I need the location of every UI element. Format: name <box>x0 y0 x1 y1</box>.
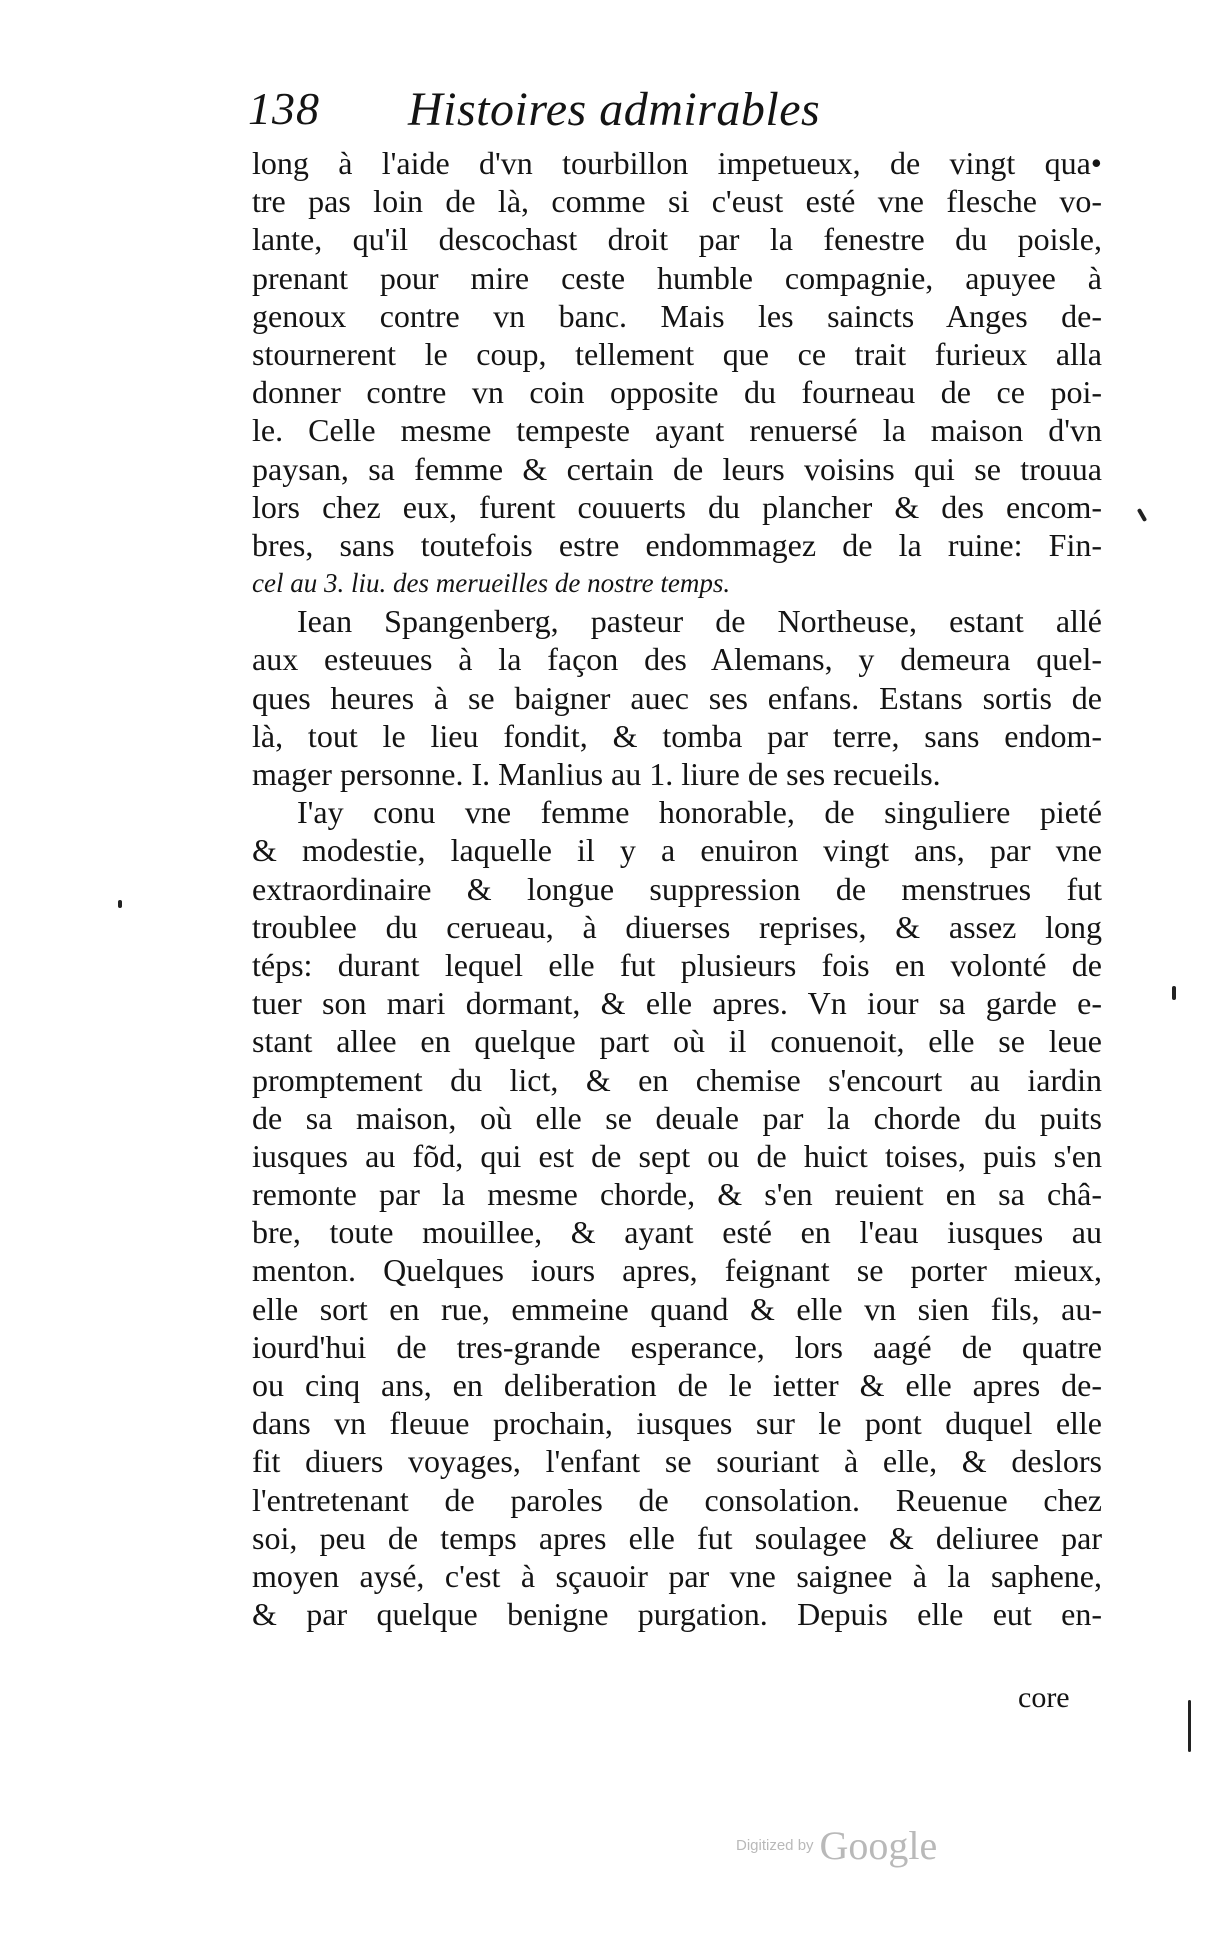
margin-speck <box>1188 1700 1191 1752</box>
google-logo-text: Google <box>819 1823 938 1868</box>
text-line: stant allee en quelque part où il conuenoit, elle se leue <box>252 1023 1102 1060</box>
text-line: ques heures à se baigner auec ses enfans. Estans sortis de <box>252 679 1102 716</box>
watermark-prefix: Digitized by <box>736 1837 814 1854</box>
text-line: & modestie, laquelle il y a enuiron vingt ans, par vne <box>252 832 1102 869</box>
text-line: iourd'hui de tres-grande esperance, lors aagé de quatre <box>252 1328 1102 1365</box>
text-line: menton. Quelques iours apres, feignant se porter mieux, <box>252 1252 1102 1289</box>
text-line: long à l'aide d'vn tourbillon impetueux, de vingt qua• <box>252 145 1102 181</box>
text-line: tre pas loin de là, comme si c'eust esté vne flesche vo- <box>252 183 1102 220</box>
margin-speck <box>1137 508 1147 522</box>
paragraph-start-line: I'ay conu vne femme honorable, de singuliere pieté <box>297 794 1102 831</box>
text-line: prenant pour mire ceste humble compagnie, apuyee à <box>252 259 1102 296</box>
text-line: & par quelque benigne purgation. Depuis elle eut en- <box>252 1596 1102 1633</box>
text-line: promptement du lict, & en chemise s'encourt au iardin <box>252 1061 1102 1098</box>
text-line: téps: durant lequel elle fut plusieurs fois en volonté de <box>252 946 1102 983</box>
text-line: stournerent le coup, tellement que ce trait furieux alla <box>252 335 1102 372</box>
text-line: lors chez eux, furent couuerts du plancher & des encom- <box>252 488 1102 525</box>
text-line: bres, sans toutefois estre endommagez de la ruine: Fin- <box>252 526 1102 563</box>
text-line: troublee du cerueau, à diuerses reprises, & assez long <box>252 908 1102 945</box>
text-line: le. Celle mesme tempeste ayant renuersé la maison d'vn <box>252 412 1102 449</box>
text-line: iusques au fõd, qui est de sept ou de huict toises, puis s'en <box>252 1137 1102 1174</box>
text-line: paysan, sa femme & certain de leurs voisins qui se trouua <box>252 450 1102 487</box>
citation-line: cel au 3. liu. des merueilles de nostre temps. <box>252 568 731 599</box>
text-line: aux esteuues à la façon des Alemans, y demeura quel- <box>252 641 1102 678</box>
body-text <box>252 144 1102 1633</box>
text-line: de sa maison, où elle se deuale par la chorde du puits <box>252 1099 1102 1136</box>
text-line: soi, peu de temps apres elle fut soulagee & deliuree par <box>252 1519 1102 1556</box>
margin-speck <box>118 900 122 908</box>
page-header <box>248 82 888 144</box>
text-line: là, tout le lieu fondit, & tomba par terre, sans endom- <box>252 717 1102 754</box>
digitized-by-google-watermark <box>736 1822 937 1869</box>
text-line: donner contre vn coin opposite du fourneau de ce poi- <box>252 374 1102 411</box>
text-line: remonte par la mesme chorde, & s'en reuient en sa châ- <box>252 1176 1102 1213</box>
paragraph-start-line: Iean Spangenberg, pasteur de Northeuse, estant allé <box>297 603 1102 640</box>
text-line: extraordinaire & longue suppression de menstrues fut <box>252 870 1102 907</box>
text-line: l'entretenant de paroles de consolation. Reuenue chez <box>252 1481 1102 1518</box>
text-line: elle sort en rue, emmeine quand & elle vn sien fils, au- <box>252 1290 1102 1327</box>
catchword: core <box>1018 1681 1070 1714</box>
running-title: Histoires admirables <box>408 83 821 136</box>
page-number: 138 <box>248 83 320 134</box>
text-line: bre, toute mouillee, & ayant esté en l'eau iusques au <box>252 1214 1102 1251</box>
text-line: tuer son mari dormant, & elle apres. Vn iour sa garde e- <box>252 985 1102 1022</box>
text-line: moyen aysé, c'est à sçauoir par vne saignee à la saphene, <box>252 1557 1102 1594</box>
text-line: lante, qu'il descochast droit par la fenestre du poisle, <box>252 221 1102 258</box>
margin-speck <box>1172 986 1176 1000</box>
text-line: fit diuers voyages, l'enfant se souriant à elle, & deslors <box>252 1443 1102 1480</box>
text-line: genoux contre vn banc. Mais les saincts Anges de- <box>252 297 1102 334</box>
text-line: ou cinq ans, en deliberation de le ietter & elle apres de- <box>252 1367 1102 1403</box>
text-line: dans vn fleuue prochain, iusques sur le pont duquel elle <box>252 1405 1102 1442</box>
citation-line: mager personne. I. Manlius au 1. liure de ses recueils. <box>252 756 941 792</box>
